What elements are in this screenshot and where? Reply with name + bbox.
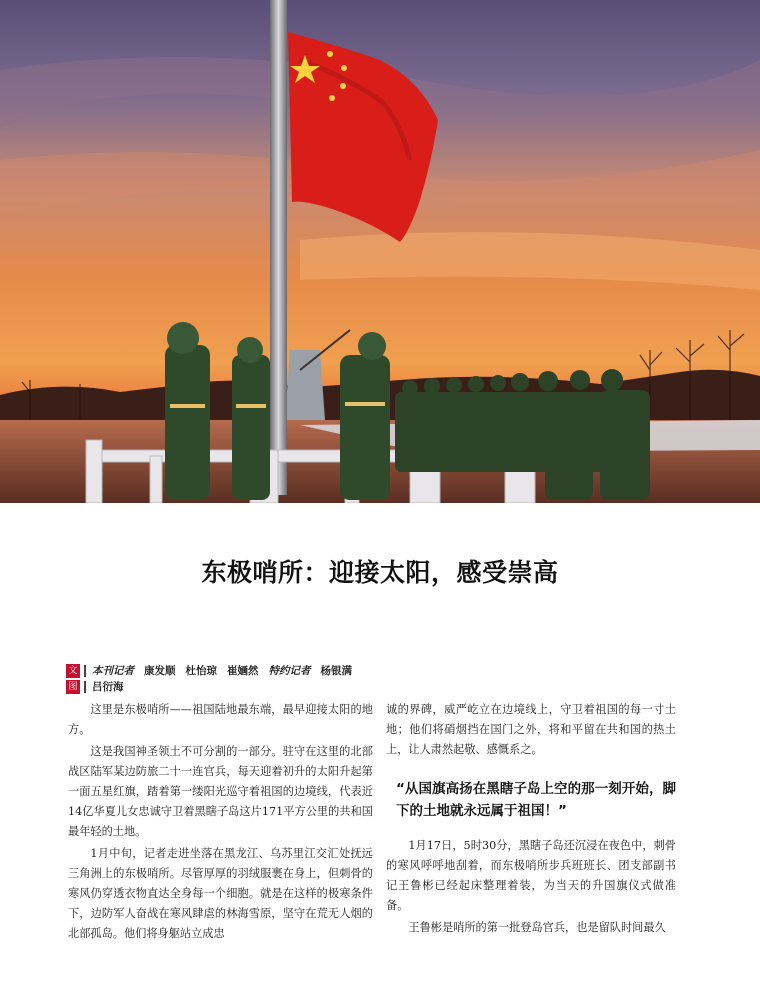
byline-tag-text: 文 [66, 664, 80, 678]
byline-row-2 [66, 679, 706, 695]
byline-person: 杜怡琼 [185, 665, 217, 677]
body-paragraph: 1月中旬，记者走进坐落在黑龙江、乌苏里江交汇处抚远三角洲上的东极哨所。尽管厚厚的羽绒服裹在身上，但刺骨的寒风仍穿透衣物直达全身每一个细胞。就是在这样的极寒条件下，边防军人奋战在寒风肆虐的林海雪原，坚守在荒无人烟的北部孤岛。他们将身躯站立成忠 [68, 847, 373, 940]
body-paragraph: 这里是东极哨所——祖国陆地最东端，最早迎接太阳的地方。 [68, 703, 373, 736]
byline-person: 康发顺 [144, 665, 176, 677]
byline-divider [84, 665, 86, 677]
pull-quote: “从国旗高扬在黑瞎子岛上空的那一刻开始，脚下的土地就永远属于祖国！” [396, 781, 676, 819]
byline-person: 杨银满 [320, 665, 352, 677]
byline-role-special: 特约记者 [268, 665, 311, 677]
body-paragraph: 王鲁彬是哨所的第一批登岛官兵，也是留队时间最久 [408, 921, 666, 934]
byline-row-1 [66, 663, 706, 679]
body-column-left [68, 700, 373, 946]
byline-person: 崔婳然 [227, 665, 259, 677]
body-column-right [386, 700, 676, 940]
article-title: 东极哨所：迎接太阳，感受崇高 [201, 558, 559, 587]
byline-person: 吕衍海 [92, 681, 124, 693]
byline [66, 663, 706, 695]
hero-photo-flag-raising [0, 0, 760, 503]
body-paragraph-continued: 诚的界碑，威严屹立在边境线上，守卫着祖国的每一寸土地；他们将硝烟挡在国门之外，将和平留在共和国的热土上，让人肃然起敬、感慨系之。 [386, 703, 676, 756]
byline-role-staff: 本刊记者 [92, 665, 134, 677]
byline-tag-photo: 图 [66, 680, 80, 694]
byline-divider [84, 681, 86, 693]
body-paragraph: 这是我国神圣领土不可分割的一部分。驻守在这里的北部战区陆军某边防旅二十一连官兵，每天迎着初升的太阳升起第一面五星红旗，踏着第一缕阳光巡守着祖国的边境线，代表近14亿华夏儿女忠诚守卫着黑瞎子岛这片171平方公里的共和国最年轻的土地。 [68, 745, 373, 838]
body-paragraph: 1月17日，5时30分，黑瞎子岛还沉浸在夜色中，刺骨的寒风呼呼地刮着，而东极哨所步兵班班长、团支部副书记王鲁彬已经起床整理着装，为当天的升国旗仪式做准备。 [386, 839, 676, 912]
